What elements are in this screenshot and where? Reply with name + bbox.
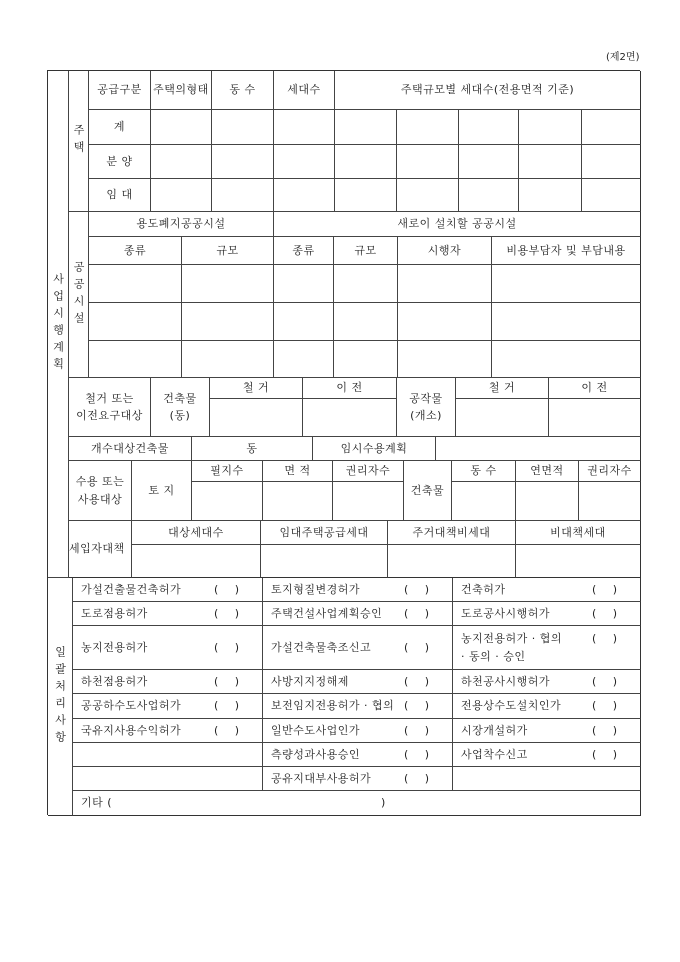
checkbox-parens[interactable]: ( )	[404, 674, 430, 688]
blank-cell	[388, 545, 516, 578]
checkbox-parens[interactable]: ( )	[214, 674, 240, 688]
header-area: 면 적	[263, 461, 333, 482]
blank-cell	[263, 482, 333, 521]
checkbox-parens[interactable]: ( )	[214, 699, 240, 713]
blank-cell	[452, 482, 516, 521]
blank-cell	[582, 145, 641, 179]
blank-cell	[398, 265, 492, 303]
public-facility-label: 공공시설	[69, 212, 89, 378]
checkbox-parens[interactable]: ( )	[214, 723, 240, 737]
temporary-housing-label: 임시수용계획	[313, 437, 436, 461]
batch-item-label: 공공하수도사업허가	[81, 699, 182, 713]
header-cost-bearer: 비용부담자 및 부담내용	[492, 237, 641, 265]
batch-item-label: 건축허가	[461, 582, 506, 596]
blank-cell	[303, 399, 397, 437]
header-scale: 규모	[182, 237, 274, 265]
batch-item-label: 농지전용허가	[81, 640, 148, 654]
blank-cell	[132, 545, 261, 578]
batch-item	[263, 670, 453, 694]
structure-relocate-header: 이 전	[549, 378, 641, 399]
blank-cell	[397, 145, 459, 179]
other-label: 기타 (	[81, 796, 113, 810]
checkbox-parens[interactable]: ( )	[214, 606, 240, 620]
blank-cell	[335, 179, 397, 212]
blank-cell	[212, 179, 274, 212]
checkbox-parens[interactable]: ( )	[592, 632, 618, 645]
batch-item	[263, 602, 453, 626]
batch-item	[73, 578, 263, 602]
blank-cell	[335, 145, 397, 179]
batch-item	[73, 602, 263, 626]
batch-item	[73, 670, 263, 694]
blank-cell	[212, 145, 274, 179]
header-target-households: 대상세대수	[132, 521, 261, 545]
tenant-measures-label: 세입자대책	[69, 521, 132, 578]
checkbox-parens[interactable]: ( )	[592, 606, 618, 620]
blank-cell	[182, 303, 274, 341]
batch-item	[453, 694, 641, 719]
checkbox-parens[interactable]: ( )	[404, 747, 430, 761]
batch-item-label: 국유지사용수익허가	[81, 723, 182, 737]
batch-item-label: 토지형질변경허가	[271, 582, 361, 596]
blank-cell	[274, 303, 334, 341]
checkbox-parens[interactable]: ( )	[592, 582, 618, 596]
blank-cell	[519, 110, 582, 145]
header-kind: 종류	[89, 237, 182, 265]
batch-item	[263, 767, 453, 791]
blank-cell	[151, 145, 212, 179]
structure-count-label: 공작물 (개소)	[397, 378, 456, 437]
batch-item	[73, 719, 263, 743]
blank-cell	[334, 303, 398, 341]
checkbox-parens[interactable]: ( )	[404, 699, 430, 713]
header-building-count-2: 동 수	[452, 461, 516, 482]
checkbox-parens[interactable]: ( )	[404, 606, 430, 620]
checkbox-parens[interactable]: ( )	[404, 640, 430, 654]
blank-cell	[274, 110, 335, 145]
blank-cell	[210, 399, 303, 437]
blank-cell	[549, 399, 641, 437]
checkbox-parens[interactable]: ( )	[592, 674, 618, 688]
blank-cell	[182, 341, 274, 378]
other-row	[73, 791, 641, 816]
building-count-label: 건축물 (동)	[151, 378, 210, 437]
batch-item-label: 도로점용허가	[81, 606, 148, 620]
batch-item-label: 전용상수도설치인가	[461, 699, 562, 713]
blank-cell	[261, 545, 388, 578]
expropriation-target-label: 수용 또는 사용대상	[69, 461, 132, 521]
batch-item-label: 공유지대부사용허가	[271, 771, 372, 785]
header-parcel-count: 필지수	[192, 461, 263, 482]
row-label-sale: 분 양	[89, 145, 151, 179]
batch-item	[263, 719, 453, 743]
row-label-total: 계	[89, 110, 151, 145]
blank-cell	[151, 110, 212, 145]
batch-item	[453, 578, 641, 602]
blank-cell	[582, 179, 641, 212]
blank-cell	[274, 265, 334, 303]
blank-cell	[73, 743, 263, 767]
page-number: (제2면)	[606, 52, 640, 63]
checkbox-parens[interactable]: ( )	[214, 582, 240, 596]
batch-item-label: 하천공사시행허가	[461, 674, 551, 688]
blank-cell	[398, 303, 492, 341]
blank-cell	[516, 482, 579, 521]
checkbox-parens[interactable]: ( )	[404, 723, 430, 737]
row-label-rental: 임 대	[89, 179, 151, 212]
batch-item-label: 측량성과사용승인	[271, 747, 361, 761]
section-label-batch: 일괄처리사항	[48, 578, 73, 816]
blank-cell	[459, 179, 519, 212]
blank-cell	[459, 110, 519, 145]
batch-item	[453, 719, 641, 743]
batch-item-label: 가설건축물축조신고	[271, 640, 372, 654]
checkbox-parens[interactable]: ( )	[592, 747, 618, 761]
land-label: 토 지	[132, 461, 192, 521]
batch-item-label: 하천점용허가	[81, 674, 148, 688]
batch-item-label: 사방지지정해제	[271, 674, 349, 688]
blank-cell	[436, 437, 641, 461]
header-households-by-size: 주택규모별 세대수(전용면적 기준)	[335, 71, 641, 110]
header-scale-new: 규모	[334, 237, 398, 265]
checkbox-parens[interactable]: ( )	[214, 640, 240, 654]
batch-item	[453, 602, 641, 626]
header-rental-supply: 임대주택공급세대	[261, 521, 388, 545]
abolished-facilities-header: 용도폐지공공시설	[89, 212, 274, 237]
batch-item	[263, 694, 453, 719]
blank-cell	[456, 399, 549, 437]
batch-item	[263, 578, 453, 602]
batch-item	[263, 743, 453, 767]
removal-target-label: 철거 또는 이전요구대상	[69, 378, 151, 437]
batch-item-label: 일반수도사업인가	[271, 723, 361, 737]
header-household-count: 세대수	[274, 71, 335, 110]
batch-item	[453, 626, 641, 670]
building-label: 건축물	[404, 461, 452, 521]
building-relocate-header: 이 전	[303, 378, 397, 399]
batch-item	[73, 626, 263, 670]
blank-cell	[151, 179, 212, 212]
blank-cell	[453, 767, 641, 791]
batch-item-label: 가설건출물건축허가	[81, 582, 182, 596]
batch-item-label: 농지전용허가 · 협의 · 동의 · 승인	[461, 631, 562, 663]
batch-item-label: 보전임지전용허가 · 협의	[271, 699, 395, 713]
housing-label: 주택	[69, 71, 89, 212]
blank-cell	[274, 341, 334, 378]
batch-item	[73, 694, 263, 719]
blank-cell	[492, 265, 641, 303]
header-no-measures: 비대책세대	[516, 521, 641, 545]
blank-cell	[492, 341, 641, 378]
checkbox-parens[interactable]: ( )	[592, 723, 618, 737]
repair-target-label: 개수대상건축물	[69, 437, 192, 461]
blank-cell	[579, 482, 641, 521]
checkbox-parens[interactable]: ( )	[592, 699, 618, 713]
checkbox-parens[interactable]: ( )	[404, 582, 430, 596]
header-rights-holders: 권리자수	[333, 461, 404, 482]
blank-cell	[397, 110, 459, 145]
blank-cell	[334, 341, 398, 378]
batch-item	[453, 743, 641, 767]
header-floor-area: 연면적	[516, 461, 579, 482]
building-demolish-header: 철 거	[210, 378, 303, 399]
blank-cell	[582, 110, 641, 145]
header-housing-allowance: 주거대책비세대	[388, 521, 516, 545]
blank-cell	[459, 145, 519, 179]
header-housing-type: 주택의형태	[151, 71, 212, 110]
blank-cell	[516, 545, 641, 578]
blank-cell	[397, 179, 459, 212]
blank-cell	[398, 341, 492, 378]
blank-cell	[519, 145, 582, 179]
batch-item-label: 도로공사시행허가	[461, 606, 551, 620]
blank-cell	[192, 482, 263, 521]
blank-cell	[73, 767, 263, 791]
header-kind-new: 종류	[274, 237, 334, 265]
header-supply-type: 공급구분	[89, 71, 151, 110]
batch-item-label: 주택건설사업계획승인	[271, 606, 383, 620]
blank-cell	[333, 482, 404, 521]
header-implementer: 시행자	[398, 237, 492, 265]
structure-demolish-header: 철 거	[456, 378, 549, 399]
batch-item	[453, 670, 641, 694]
blank-cell	[89, 265, 182, 303]
other-close-paren: )	[381, 796, 386, 810]
batch-item-label: 시장개설허가	[461, 723, 528, 737]
checkbox-parens[interactable]: ( )	[404, 771, 430, 785]
header-building-count: 동 수	[212, 71, 274, 110]
application-form-page-2	[47, 70, 640, 815]
blank-cell	[89, 341, 182, 378]
header-building-rights-holders: 권리자수	[579, 461, 641, 482]
blank-cell	[274, 145, 335, 179]
new-facilities-header: 새로이 설치할 공공시설	[274, 212, 641, 237]
blank-cell	[519, 179, 582, 212]
blank-cell	[334, 265, 398, 303]
blank-cell	[182, 265, 274, 303]
batch-item	[263, 626, 453, 670]
blank-cell	[335, 110, 397, 145]
repair-unit-label: 동	[192, 437, 313, 461]
blank-cell	[492, 303, 641, 341]
blank-cell	[274, 179, 335, 212]
batch-item-label: 사업착수신고	[461, 747, 528, 761]
blank-cell	[212, 110, 274, 145]
section-label-plan: 사업시행계획	[48, 71, 69, 578]
blank-cell	[89, 303, 182, 341]
